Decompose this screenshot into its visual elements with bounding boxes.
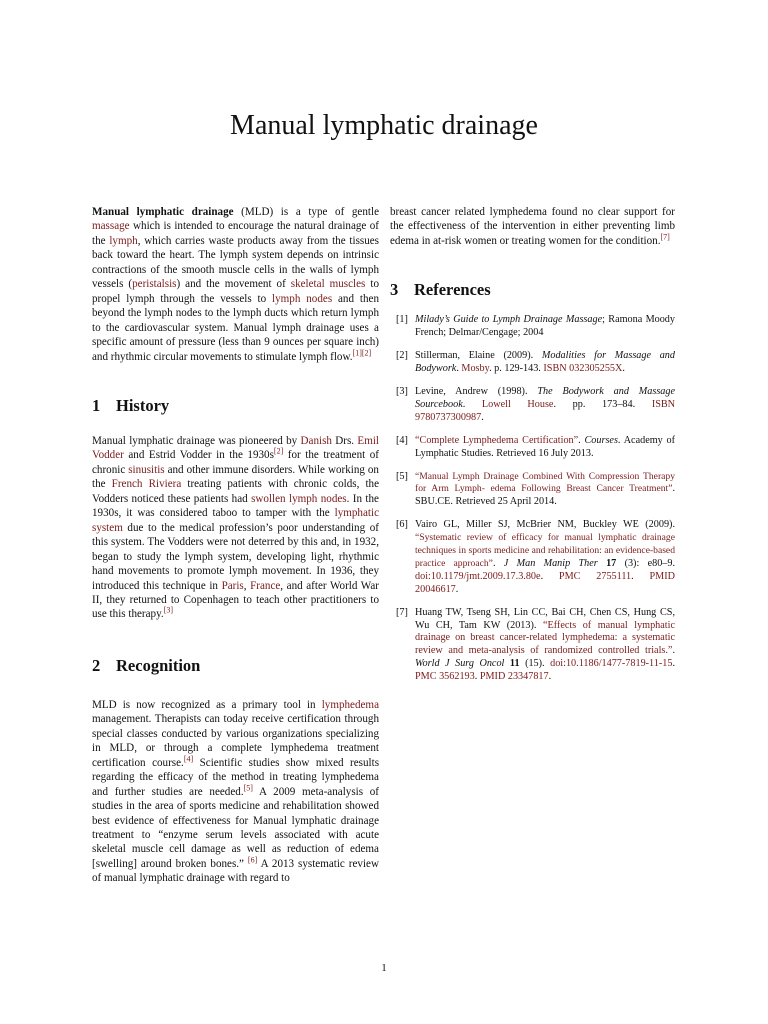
- link-reference-title[interactable]: “Effects of manual lymphatic drainage on breast cancer-related lymphedema: a systematic review and meta-analysis of randomized controlled trials.”: [415, 619, 675, 657]
- reference-text: .: [540, 570, 559, 582]
- reference-journal: J Man Manip Ther: [503, 557, 598, 569]
- reference-volume: 17: [606, 557, 617, 569]
- history-text: and Estrid Vodder in the 1930s: [123, 449, 274, 462]
- reference-text: .: [492, 557, 504, 569]
- section-title: References: [414, 280, 491, 300]
- history-text: ,: [243, 579, 251, 592]
- reference-text: .: [481, 411, 484, 423]
- recognition-text: management. Therapists can today receive certification through special classes conducted by various organizations specializing in MLD, or through a complete lymphedema treatment certification course.: [92, 713, 379, 769]
- reference-text: .: [672, 645, 675, 657]
- page-number: 1: [381, 962, 387, 974]
- reference-text: .: [456, 363, 462, 375]
- intro-paragraph: [92, 205, 379, 364]
- link-isbn[interactable]: ISBN 9780737300987: [415, 398, 676, 423]
- citation-2[interactable]: [2]: [273, 446, 284, 456]
- link-skeletal-muscles[interactable]: skeletal muscles: [290, 278, 366, 291]
- intro-term: Manual lymphatic drainage: [92, 206, 234, 218]
- reference-text: .: [672, 658, 675, 670]
- reference-text: Levine, Andrew (1998).: [415, 385, 538, 397]
- reference-item: [390, 471, 675, 510]
- link-lymphedema[interactable]: lymphedema: [321, 698, 379, 711]
- left-column: [92, 205, 379, 886]
- link-pmid[interactable]: PMID 23347817: [479, 671, 549, 683]
- reference-text: .: [548, 671, 552, 683]
- history-text: treating patients with chronic colds, the Vodders noticed these patients had: [92, 478, 380, 505]
- recognition-paragraph: [92, 698, 379, 886]
- reference-item: [390, 314, 675, 340]
- citation-7[interactable]: [7]: [660, 232, 670, 242]
- reference-number: [1]: [396, 314, 408, 326]
- reference-text: . Academy of Lymphatic Studies. Retrieved 16 July 2013.: [415, 434, 676, 459]
- history-text: Drs.: [331, 434, 358, 447]
- section-number: 3: [390, 280, 399, 300]
- history-paragraph: [92, 434, 379, 622]
- reference-item: [390, 386, 675, 425]
- link-doi[interactable]: doi:10.1179/jmt.2009.17.3.80e: [415, 570, 541, 582]
- reference-text: .: [462, 398, 482, 410]
- intro-text: , which carries waste products away from the tissues back toward the heart. The lymph system depends on intrinsic contractions of the smooth muscle cells in the walls of lymph vessels (: [92, 234, 379, 291]
- link-lymph[interactable]: lymph: [109, 234, 138, 247]
- reference-number: [2]: [396, 350, 408, 362]
- history-text: Manual lymphatic drainage was pioneered by: [92, 434, 301, 447]
- link-lymphatic-system[interactable]: lymphatic system: [92, 507, 379, 534]
- link-pmid[interactable]: PMID 20046617: [415, 570, 675, 595]
- reference-text: ; Ramona Moody French; Delmar/Cengage; 2004: [415, 314, 675, 339]
- link-publisher[interactable]: Lowell House: [481, 398, 554, 410]
- section-title: History: [116, 395, 170, 415]
- history-text: for the treatment of chronic: [92, 449, 379, 476]
- reference-title: Milady’s Guide to Lymph Drainage Massage: [415, 314, 603, 326]
- right-column: [390, 205, 675, 684]
- reference-text: . p. 129-143.: [489, 363, 544, 375]
- reference-list: [390, 314, 675, 684]
- reference-item: [390, 350, 675, 376]
- section-number: 2: [92, 655, 101, 675]
- history-text: due to the medical profession’s poor understanding of this system. The Vodders were not deterred by this and, in 1932, began to study the lymph system, developing light, rhythmic hand movements to promote lymph movement. In 1936, they introduced this technique in: [92, 521, 379, 592]
- reference-text: Huang TW, Tseng SH, Lin CC, Bai CH, Chen CS, Hung CS, Wu CH, Tam KW (2013).: [415, 606, 675, 631]
- reference-item: [390, 519, 675, 596]
- intro-text: ) and the movement of: [176, 278, 291, 291]
- intro-text: to propel lymph through the vessels to: [92, 278, 379, 305]
- reference-text: .: [631, 570, 650, 582]
- intro-text: which is intended to encourage the natural drainage of the: [92, 220, 379, 247]
- recognition-continuation: [390, 205, 675, 248]
- citation-3[interactable]: [3]: [163, 605, 174, 615]
- link-lymph-nodes[interactable]: lymph nodes: [272, 292, 333, 305]
- recognition-text: breast cancer related lymphedema found no clear support for the effectiveness of the intervention in either preventing limb edema in at-risk women or treating women for the condition.: [390, 206, 675, 247]
- reference-text: .: [578, 434, 585, 446]
- link-emil-vodder[interactable]: Emil Vodder: [92, 434, 379, 462]
- link-pmc[interactable]: PMC 2755111: [558, 570, 632, 582]
- reference-text: .: [455, 583, 459, 595]
- intro-text: (MLD) is a type of gentle: [233, 206, 379, 218]
- link-paris[interactable]: Paris: [221, 579, 244, 592]
- reference-text: (15).: [519, 658, 551, 670]
- history-text: , and after World War II, they returned to Copenhagen to teach other practitioners to use this therapy.: [92, 579, 379, 621]
- link-danish[interactable]: Danish: [300, 434, 332, 447]
- intro-text: and then beyond the lymph nodes to the lymph ducts which return lymph to the cardiovascular system. Manual lymph drainage uses a specific amount of pressure (less than 9 ounces per square inch) and rhythmic circular movements to stimulate lymph flow.: [92, 292, 379, 363]
- reference-volume: 11: [509, 658, 520, 670]
- history-text: and other immune disorders. While working on the: [92, 463, 379, 491]
- link-sinusitis[interactable]: sinusitis: [128, 463, 165, 476]
- reference-item: [390, 607, 675, 684]
- reference-number: [4]: [396, 434, 408, 446]
- link-swollen-lymph-nodes[interactable]: swollen lymph nodes: [251, 492, 347, 505]
- recognition-text: Scientific studies show mixed results regarding the efficacy of the method in treating lymphedema and further studies are needed.: [92, 756, 380, 798]
- citation-5[interactable]: [5]: [243, 782, 253, 792]
- reference-number: [5]: [396, 470, 408, 482]
- citation-6[interactable]: [6]: [247, 855, 258, 865]
- reference-text: . pp. 173–84.: [553, 398, 652, 410]
- reference-item: [390, 435, 675, 461]
- reference-number: [3]: [396, 385, 408, 397]
- section-title: Recognition: [116, 655, 201, 675]
- reference-text: .: [622, 363, 625, 375]
- reference-title: Modalities for Massage and Bodywork: [415, 350, 675, 375]
- page-title: Manual lymphatic drainage: [230, 110, 538, 141]
- link-massage[interactable]: massage: [92, 220, 130, 233]
- reference-title: Courses: [584, 434, 618, 446]
- reference-text: (3): e80–9.: [616, 557, 676, 569]
- link-doi[interactable]: doi:10.1186/1477-7819-11-15: [550, 658, 673, 670]
- citation-4[interactable]: [4]: [183, 754, 194, 763]
- reference-text: Vairo GL, Miller SJ, McBrier NM, Buckley WE (2009).: [415, 519, 675, 531]
- reference-number: [6]: [396, 519, 408, 531]
- recognition-text: MLD is now recognized as a primary tool in: [92, 698, 322, 711]
- section-number: 1: [92, 395, 101, 415]
- link-reference-title[interactable]: “Systematic review of efficacy for manual lymphatic drainage techniques in sports medicine and rehabilitation: an evidence-based practice approach”: [415, 532, 675, 569]
- reference-text: .: [474, 671, 480, 683]
- link-isbn[interactable]: ISBN 032305255X: [543, 363, 623, 375]
- link-french-riviera[interactable]: French Riviera: [111, 478, 182, 491]
- reference-journal: World J Surg Oncol: [415, 658, 505, 670]
- citation-1-2[interactable]: [1][2]: [352, 347, 372, 357]
- reference-title: The Bodywork and Massage Sourcebook: [415, 385, 676, 410]
- link-publisher[interactable]: Mosby: [461, 363, 490, 375]
- link-reference-title[interactable]: “Manual Lymph Drainage Combined With Compression Therapy for Arm Lymph- edema Following Breast Cancer Treatment”: [415, 470, 675, 495]
- recognition-text: A 2009 meta-analysis of studies in the area of sports medicine and rehabilitation showed best evidence of effectiveness for Manual lymphatic drainage treatment to “enzyme serum levels associated with acute skeletal muscle cell damage as well as reduction of edema [swelling] around broken bones.”: [92, 785, 379, 870]
- reference-text: . SBU.CE. Retrieved 25 April 2014.: [415, 483, 675, 508]
- link-peristalsis[interactable]: peristalsis: [132, 278, 177, 291]
- section-heading-recognition: [92, 656, 379, 676]
- history-text: . In the 1930s, it was considered taboo to tamper with the: [92, 492, 379, 520]
- reference-text: Stillerman, Elaine (2009).: [415, 350, 542, 362]
- section-heading-references: [390, 280, 675, 300]
- recognition-text: A 2013 systematic review of manual lymphatic drainage with regard to: [92, 857, 379, 885]
- link-pmc[interactable]: PMC 3562193: [415, 671, 475, 683]
- reference-number: [7]: [396, 606, 408, 618]
- link-reference-title[interactable]: “Complete Lymphedema Certification”: [415, 434, 579, 446]
- section-heading-history: [92, 396, 379, 416]
- link-france[interactable]: France: [250, 579, 281, 592]
